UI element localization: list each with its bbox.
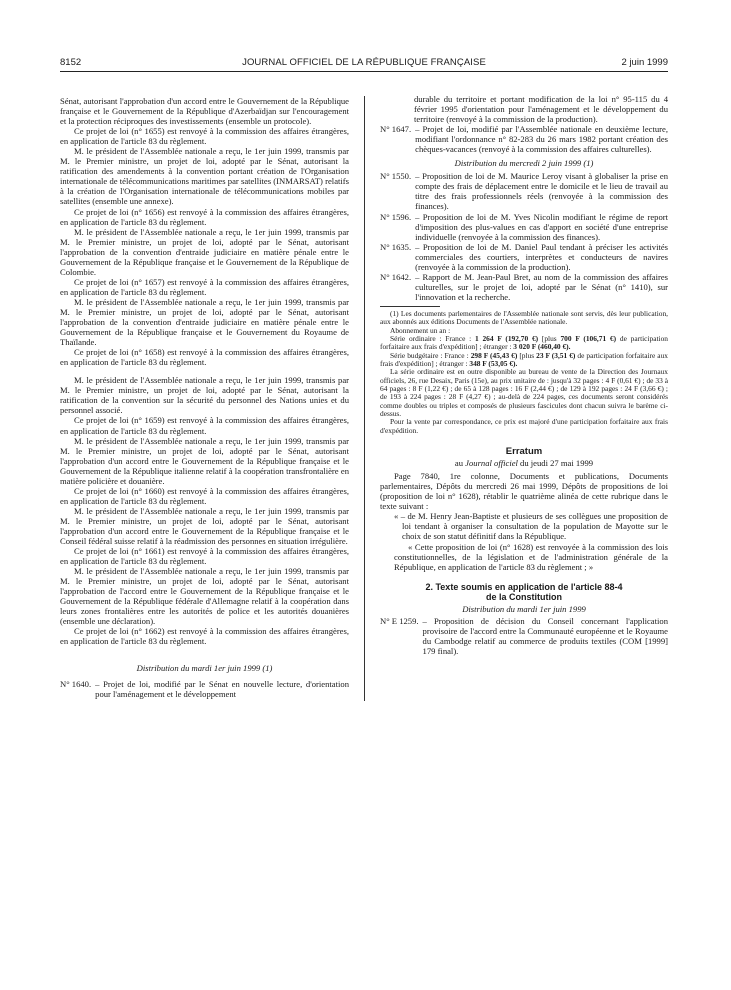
document-entry bbox=[380, 616, 668, 656]
right-column bbox=[380, 94, 668, 656]
entry-text: – Projet de loi, modifié par le Sénat en nouvelle lecture, d'orientation pour l'aménagement et le développement bbox=[95, 678, 349, 699]
paragraph: M. le président de l'Assemblée nationale a reçu, le 1er juin 1999, transmis par M. le Premier ministre, un projet de loi, adopté par le Sénat, autorisant l'approbation de la convention d'entraide judiciaire en matière pénale entre le Gouvernement de la République française et le Gouvernement de la République de Colombie. bbox=[60, 226, 349, 277]
entry-number: N° 1635. bbox=[380, 241, 412, 252]
issue-date: 2 juin 1999 bbox=[621, 57, 668, 68]
entry-text: – Projet de loi, modifié par l'Assemblée nationale en deuxième lecture, modifiant l'ordonnance n° 82-283 du 26 mars 1982 portant création des chèques-vacances (renvoyé à la commission des affaires culturelles). bbox=[415, 124, 668, 155]
entry-number: N° 1647. bbox=[380, 124, 412, 135]
entry-number: N° E 1259. bbox=[380, 615, 419, 626]
footnote-rule bbox=[380, 306, 440, 307]
paragraph: Sénat, autorisant l'approbation d'un accord entre le Gouvernement de la République française et le Gouvernement de la République d'Azerbaïdjan sur l'encouragement et la protection réciproques des investissements (ensemble un protocole). bbox=[60, 96, 349, 127]
paragraph: Ce projet de loi (n° 1659) est renvoyé à la commission des affaires étrangères, en application de l'article 83 du règlement. bbox=[60, 415, 349, 436]
footnote-text: Abonnement un an : bbox=[390, 325, 451, 335]
entry-number: N° 1596. bbox=[380, 211, 412, 222]
paragraph: Ce projet de loi (n° 1661) est renvoyé à la commission des affaires étrangères, en application de l'article 83 du règlement. bbox=[60, 546, 349, 567]
entry-text: – Rapport de M. Jean-Paul Bret, au nom de la commission des affaires culturelles, sur le projet de loi, adopté par le Sénat (n° 1410), sur l'innovation et la recherche. bbox=[415, 271, 668, 302]
entry-continuation: durable du territoire et portant modification de la loi n° 95-115 du 4 février 1995 d'orientation pour l'aménagement et le développement du territoire (renvoyé à la commission de la production). bbox=[414, 94, 668, 125]
left-column bbox=[60, 96, 349, 699]
erratum-quote: « Cette proposition de loi (n° 1628) est renvoyée à la commission des lois constitutionnelles, de la législation et de l'administration générale de la République, en application de l'article 83 du règlement ; » bbox=[394, 541, 668, 572]
footnote-pricing: Série ordinaire : France : 1 264 F (192,70 €) [plus 700 F (106,71 €) de participation forfaitaire aux frais d'expédition] ; étranger : 3 020 F (460,40 €). bbox=[380, 333, 668, 352]
footnote-text: Pour la vente par correspondance, ce prix est majoré d'une participation forfaitaire aux frais d'expédition. bbox=[380, 417, 668, 435]
paragraph: Ce projet de loi (n° 1657) est renvoyé à la commission des affaires étrangères, en application de l'article 83 du règlement. bbox=[60, 276, 349, 297]
footnote-pricing: Série budgétaire : France : 298 F (45,43 €) [plus 23 F (3,51 €) de participation forfaitaire aux frais d'expédition] ; étranger : 348 F (53,05 €). bbox=[380, 350, 668, 368]
erratum-quote: « – de M. Henry Jean-Baptiste et plusieurs de ses collègues une proposition de loi tendant à organiser la consultation de la population de Mayotte sur le choix de son statut définitif dans la République. bbox=[394, 511, 668, 542]
footnote-text: (1) Les documents parlementaires de l'Assemblée nationale sont servis, dès leur publication, aux abonnés aux éditions Documents de l'Assemblée nationale. bbox=[380, 308, 668, 327]
erratum-subtitle: au Journal officiel du jeudi 27 mai 1999 bbox=[454, 458, 594, 469]
page-header bbox=[60, 57, 668, 71]
entry-text: – Proposition de loi de M. Yves Nicolin modifiant le régime de report d'imposition des plus-values en cas d'apport en société d'une entreprise individuelle (renvoyée à la commission des finances). bbox=[415, 211, 668, 242]
entry-text: – Proposition de décision du Conseil concernant l'application provisoire de l'accord entre la Communauté européenne et le Royaume du Cambodge relatif au commerce de produits textiles (COM [1999] 179 final). bbox=[422, 615, 668, 656]
paragraph: M. le président de l'Assemblée nationale a reçu, le 1er juin 1999, transmis par M. le Premier ministre, un projet de loi, adopté par le Sénat, autorisant l'approbation d'un accord entre le Gouvernement de la République française et le Gouvernement de la République italienne relatif à la coopération transfrontalière en matière policière et douanière. bbox=[60, 435, 349, 486]
entry-number: N° 1550. bbox=[380, 171, 412, 182]
distribution-heading: Distribution du mardi 1er juin 1999 (1) bbox=[136, 662, 273, 673]
entry-number: N° 1640. bbox=[60, 678, 92, 689]
document-entry bbox=[380, 171, 668, 211]
paragraph: Ce projet de loi (n° 1658) est renvoyé à la commission des affaires étrangères, en application de l'article 83 du règlement. bbox=[60, 347, 349, 368]
document-entry bbox=[380, 242, 668, 272]
document-entry bbox=[380, 212, 668, 242]
paragraph: M. le président de l'Assemblée nationale a reçu, le 1er juin 1999, transmis par M. le Premier ministre, un projet de loi, adopté par le Sénat, autorisant l'approbation de l'accord entre le Gouvernement de la République française et le Gouvernement de la République fédérale d'Allemagne relatif à la coopération dans leurs zones frontalières entre les autorités de police et les autorités douanières (ensemble une déclaration). bbox=[60, 566, 349, 627]
paragraph: Ce projet de loi (n° 1660) est renvoyé à la commission des affaires étrangères, en application de l'article 83 du règlement. bbox=[60, 485, 349, 506]
page-number: 8152 bbox=[60, 57, 82, 68]
paragraph: M. le président de l'Assemblée nationale a reçu, le 1er juin 1999, transmis par M. le Premier ministre, un projet de loi, adopté par le Sénat, autorisant l'approbation de la convention d'entraide judiciaire en matière pénale entre le Gouvernement de la République française et le Gouvernement du Royaume de Thaïlande. bbox=[60, 296, 349, 348]
distribution-heading: Distribution du mardi 1er juin 1999 bbox=[462, 603, 586, 614]
erratum-text: Page 7840, 1re colonne, Documents et publications, Documents parlementaires, Dépôts du mercredi 26 mai 1999, Dépôts de propositions de loi (proposition de loi n° 1628), rétablir le quatrième alinéa de cette rubrique dans le texte suivant : bbox=[380, 471, 668, 512]
paragraph: Ce projet de loi (n° 1656) est renvoyé à la commission des affaires étrangères, en application de l'article 83 du règlement. bbox=[60, 206, 349, 227]
erratum-title: Erratum bbox=[505, 446, 543, 458]
paragraph: Ce projet de loi (n° 1662) est renvoyé à la commission des affaires étrangères, en application de l'article 83 du règlement. bbox=[60, 626, 349, 647]
section-title: 2. Texte soumis en application de l'article 88-4 de la Constitution bbox=[425, 581, 623, 602]
paragraph: M. le président de l'Assemblée nationale a reçu, le 1er juin 1999, transmis par M. le Premier ministre, un projet de loi, adopté par le Sénat, autorisant l'approbation d'un accord entre le Gouvernement de la République française et le Conseil fédéral suisse relatif à la réadmission des personnes en situation irrégulière. bbox=[60, 505, 349, 547]
header-rule bbox=[60, 71, 668, 72]
paragraph: M. le président de l'Assemblée nationale a reçu, le 1er juin 1999, transmis par M. le Premier ministre, un projet de loi, adopté par le Sénat, autorisant la ratification de la convention sur la sécurité du personnel des Nations unies et du personnel associé. bbox=[60, 375, 349, 416]
entry-text: – Proposition de loi de M. Maurice Leroy visant à globaliser la prise en compte des frais de déplacement entre le domicile et le lieu de travail au titre des frais professionnels réels (renvoyée à la commission des finances). bbox=[415, 171, 668, 212]
document-entry bbox=[60, 679, 349, 699]
column-divider bbox=[364, 96, 365, 701]
entry-number: N° 1642. bbox=[380, 271, 412, 282]
paragraph: M. le président de l'Assemblée nationale a reçu, le 1er juin 1999, transmis par M. le Premier ministre, un projet de loi, adopté par le Sénat, autorisant la ratification des amendements à la convention portant création de l'Organisation internationale de télécommunications maritimes par satellites (INMARSAT) relatifs à la création de l'Organisation internationale de télécommunications mobiles par satellites (ensemble une annexe). bbox=[60, 146, 349, 207]
journal-title: JOURNAL OFFICIEL DE LA RÉPUBLIQUE FRANÇAISE bbox=[242, 57, 486, 68]
paragraph: Ce projet de loi (n° 1655) est renvoyé à la commission des affaires étrangères, en application de l'article 83 du règlement. bbox=[60, 126, 349, 147]
footnote-text: La série ordinaire est en outre disponible au bureau de vente de la Direction des Journaux officiels, 26, rue Desaix, Paris (15e), au prix unitaire de : jusqu'à 32 pages : 4 F (0,61 €) ; de 33 à 64 pages : 8 F (1,22 €) ; de 65 à 128 pages : 16 F (2,44 €) ; de 129 à 192 pages : 24 F (3,66 €) ; de 193 à 224 pages : 28 F (4,27 €) ; au-delà de 224 pages, ces documents seront considérés comme doubles ou triples et composés de plusieurs fascicules dont chacun suivra le barème ci-dessus. bbox=[380, 367, 668, 419]
distribution-heading: Distribution du mercredi 2 juin 1999 (1) bbox=[454, 158, 594, 169]
document-entry bbox=[380, 272, 668, 302]
document-entry bbox=[380, 124, 668, 154]
entry-text: – Proposition de loi de M. Daniel Paul tendant à préciser les activités commerciales des courtiers, interprètes et conducteurs de navires (renvoyée à la commission de la production). bbox=[415, 241, 668, 272]
